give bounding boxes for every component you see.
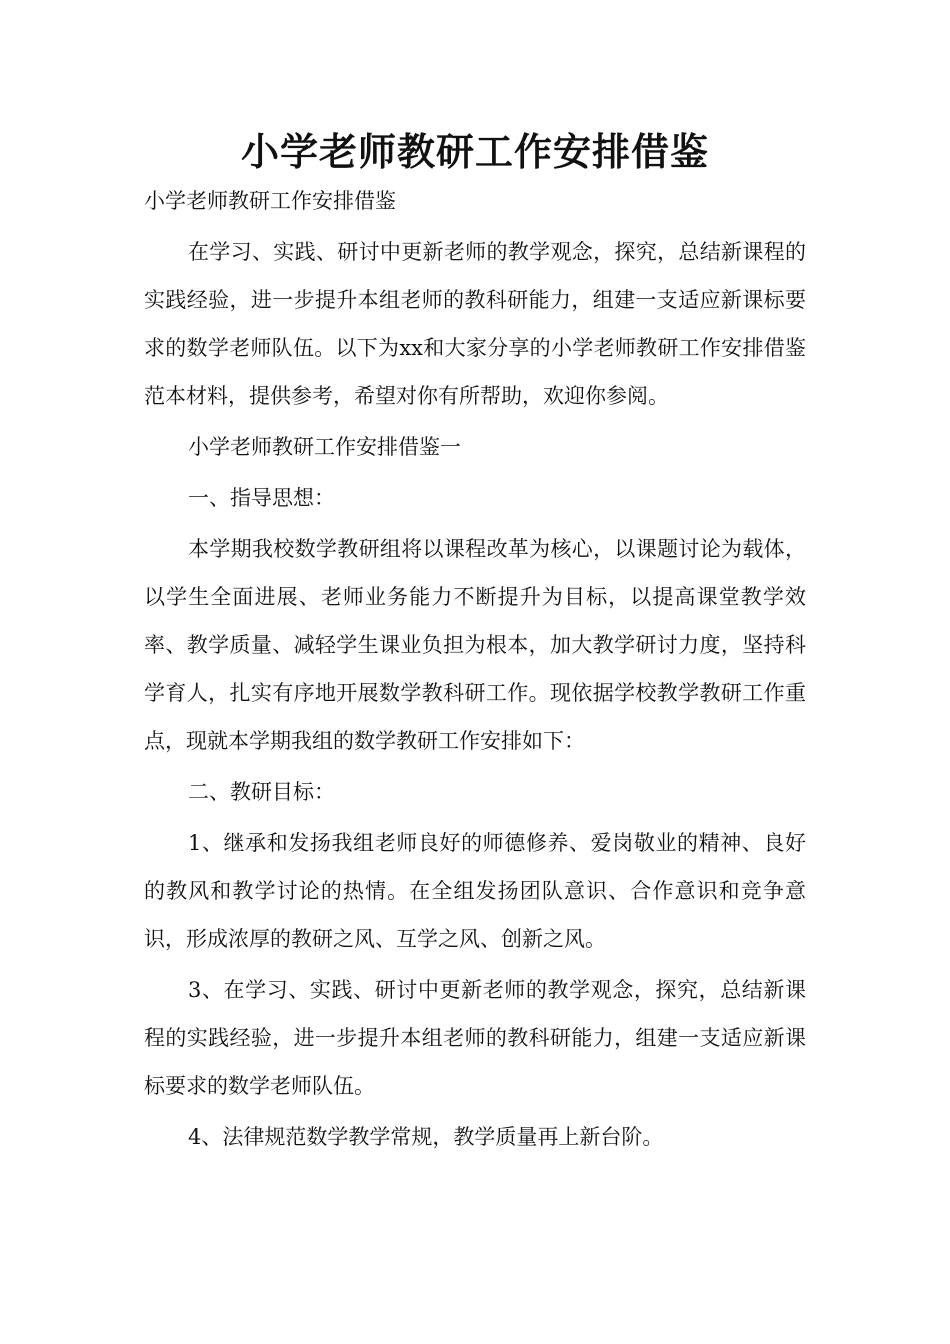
heading-research-goals: 二、教研目标： <box>188 780 335 804</box>
guiding-thought-paragraph: 本学期我校数学教研组将以课程改革为核心，以课题讨论为载体，以学生全面进展、老师业务能力不断提升为目标，以提高课堂教学效率、教学质量、减轻学生课业负担为根本，加大教学研讨力度，坚持科学育人，扎实有序地开展数学教科研工作。现依据学校教学教研工作重点，现就本学期我组的数学教研工作安排如下： <box>144 537 806 753</box>
heading-guiding-thought: 一、指导思想： <box>188 486 335 510</box>
document-title: 小学老师教研工作安排借鉴 <box>240 129 709 174</box>
goal-item-1: 1、继承和发扬我组老师良好的师德修养、爱岗敬业的精神、良好的教风和教学讨论的热情。在全组发扬团队意识、合作意识和竞争意识，形成浓厚的教研之风、互学之风、创新之风。 <box>144 831 806 951</box>
document-body <box>144 228 806 1164</box>
intro-paragraph: 在学习、实践、研讨中更新老师的教学观念，探究，总结新课程的实践经验，进一步提升本组老师的教科研能力，组建一支适应新课标要求的数学老师队伍。以下为xx和大家分享的小学老师教研工作安排借鉴范本材料，提供参考，希望对你有所帮助，欢迎你参阅。 <box>144 240 806 408</box>
goal-item-3: 3、在学习、实践、研讨中更新老师的教学观念，探究，总结新课程的实践经验，进一步提升本组老师的教科研能力，组建一支适应新课标要求的数学老师队伍。 <box>144 978 806 1098</box>
goal-item-4: 4、法律规范数学教学常规，教学质量再上新台阶。 <box>188 1125 664 1149</box>
section-title-one: 小学老师教研工作安排借鉴一 <box>188 435 461 459</box>
document-subtitle: 小学老师教研工作安排借鉴 <box>144 189 396 213</box>
